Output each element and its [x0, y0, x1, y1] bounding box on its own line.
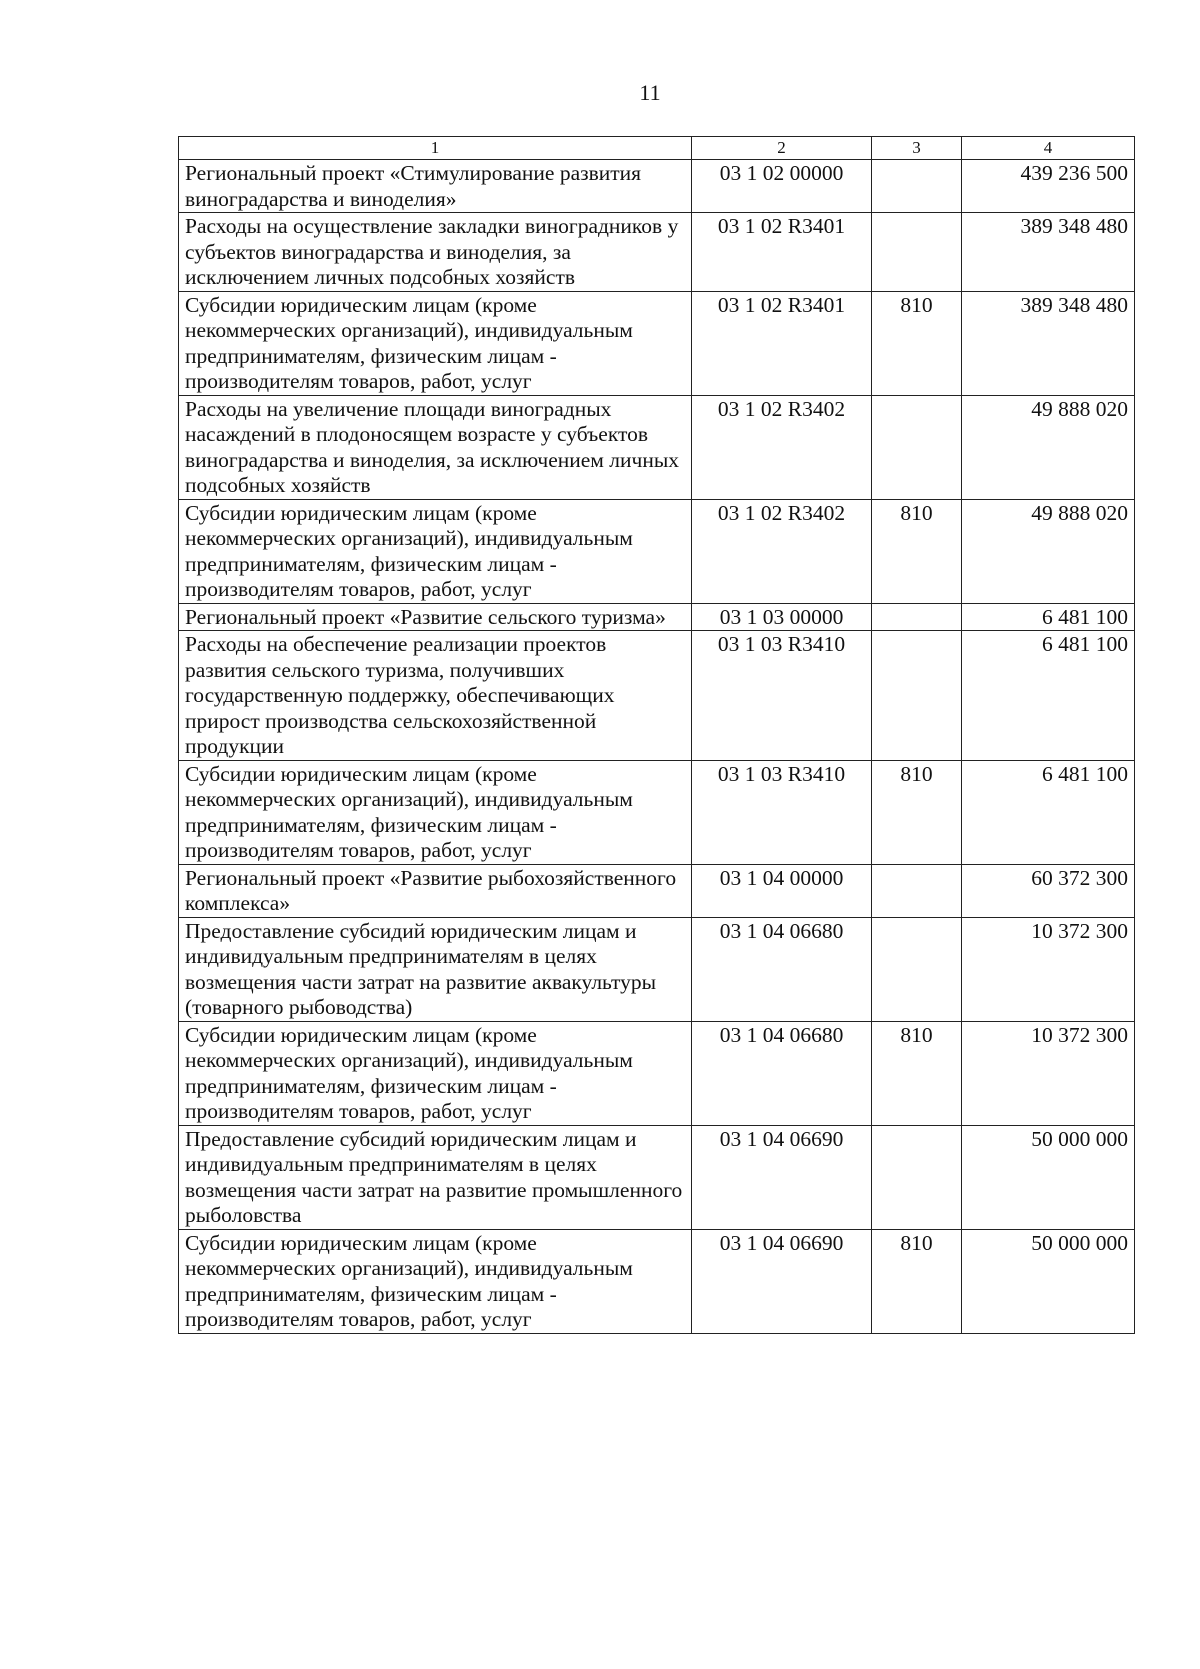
row-expense-type [872, 603, 962, 631]
row-code: 03 1 04 06680 [692, 1021, 872, 1125]
row-code: 03 1 04 06690 [692, 1229, 872, 1333]
row-amount: 50 000 000 [962, 1229, 1135, 1333]
row-code: 03 1 02 R3402 [692, 395, 872, 499]
budget-table [178, 136, 1135, 1334]
table-row [179, 1125, 1135, 1229]
row-expense-type [872, 917, 962, 1021]
row-code: 03 1 02 R3401 [692, 213, 872, 292]
row-name: Региональный проект «Развитие сельского туризма» [179, 603, 692, 631]
table-row [179, 291, 1135, 395]
table-row [179, 631, 1135, 761]
row-name: Предоставление субсидий юридическим лицам и индивидуальным предпринимателям в целях возмещения части затрат на развитие аквакультуры (товарного рыбоводства) [179, 917, 692, 1021]
row-expense-type: 810 [872, 760, 962, 864]
row-code: 03 1 03 R3410 [692, 760, 872, 864]
row-code: 03 1 02 R3402 [692, 499, 872, 603]
row-amount: 60 372 300 [962, 864, 1135, 917]
column-header-4: 4 [962, 137, 1135, 160]
row-name: Расходы на увеличение площади виноградных насаждений в плодоносящем возрасте у субъектов виноградарства и виноделия, за исключением личных подсобных хозяйств [179, 395, 692, 499]
row-code: 03 1 02 00000 [692, 160, 872, 213]
row-expense-type: 810 [872, 1021, 962, 1125]
row-expense-type: 810 [872, 499, 962, 603]
row-expense-type [872, 631, 962, 761]
row-amount: 389 348 480 [962, 291, 1135, 395]
row-code: 03 1 02 R3401 [692, 291, 872, 395]
row-code: 03 1 03 R3410 [692, 631, 872, 761]
row-expense-type: 810 [872, 1229, 962, 1333]
column-header-1: 1 [179, 137, 692, 160]
row-expense-type [872, 1125, 962, 1229]
row-amount: 6 481 100 [962, 760, 1135, 864]
row-expense-type [872, 395, 962, 499]
row-name: Региональный проект «Развитие рыбохозяйственного комплекса» [179, 864, 692, 917]
table-row [179, 160, 1135, 213]
row-name: Субсидии юридическим лицам (кроме некоммерческих организаций), индивидуальным предпринимателям, физическим лицам - производителям товаров, работ, услуг [179, 291, 692, 395]
row-name: Предоставление субсидий юридическим лицам и индивидуальным предпринимателям в целях возмещения части затрат на развитие промышленного рыболовства [179, 1125, 692, 1229]
row-amount: 6 481 100 [962, 603, 1135, 631]
table-row [179, 499, 1135, 603]
page-number: 11 [639, 80, 661, 105]
row-amount: 10 372 300 [962, 1021, 1135, 1125]
row-name: Субсидии юридическим лицам (кроме некоммерческих организаций), индивидуальным предпринимателям, физическим лицам - производителям товаров, работ, услуг [179, 760, 692, 864]
row-amount: 49 888 020 [962, 395, 1135, 499]
table-row [179, 864, 1135, 917]
column-header-3: 3 [872, 137, 962, 160]
row-name: Субсидии юридическим лицам (кроме некоммерческих организаций), индивидуальным предпринимателям, физическим лицам - производителям товаров, работ, услуг [179, 499, 692, 603]
row-name: Субсидии юридическим лицам (кроме некоммерческих организаций), индивидуальным предпринимателям, физическим лицам - производителям товаров, работ, услуг [179, 1229, 692, 1333]
row-amount: 50 000 000 [962, 1125, 1135, 1229]
row-amount: 10 372 300 [962, 917, 1135, 1021]
row-expense-type [872, 864, 962, 917]
row-name: Расходы на обеспечение реализации проектов развития сельского туризма, получивших государственную поддержку, обеспечивающих прирост производства сельскохозяйственной продукции [179, 631, 692, 761]
table-row [179, 917, 1135, 1021]
row-code: 03 1 04 06690 [692, 1125, 872, 1229]
row-expense-type [872, 160, 962, 213]
row-expense-type [872, 213, 962, 292]
table-row [179, 603, 1135, 631]
table-row [179, 395, 1135, 499]
row-amount: 49 888 020 [962, 499, 1135, 603]
row-name: Субсидии юридическим лицам (кроме некоммерческих организаций), индивидуальным предпринимателям, физическим лицам - производителям товаров, работ, услуг [179, 1021, 692, 1125]
row-name: Региональный проект «Стимулирование развития виноградарства и виноделия» [179, 160, 692, 213]
row-name: Расходы на осуществление закладки виноградников у субъектов виноградарства и виноделия, за исключением личных подсобных хозяйств [179, 213, 692, 292]
row-expense-type: 810 [872, 291, 962, 395]
row-amount: 439 236 500 [962, 160, 1135, 213]
table-row [179, 1021, 1135, 1125]
table-row [179, 213, 1135, 292]
row-amount: 389 348 480 [962, 213, 1135, 292]
row-code: 03 1 04 00000 [692, 864, 872, 917]
row-code: 03 1 03 00000 [692, 603, 872, 631]
header-row [179, 137, 1135, 160]
table-row [179, 1229, 1135, 1333]
table-row [179, 760, 1135, 864]
row-code: 03 1 04 06680 [692, 917, 872, 1021]
table-body [179, 160, 1135, 1334]
column-header-2: 2 [692, 137, 872, 160]
row-amount: 6 481 100 [962, 631, 1135, 761]
